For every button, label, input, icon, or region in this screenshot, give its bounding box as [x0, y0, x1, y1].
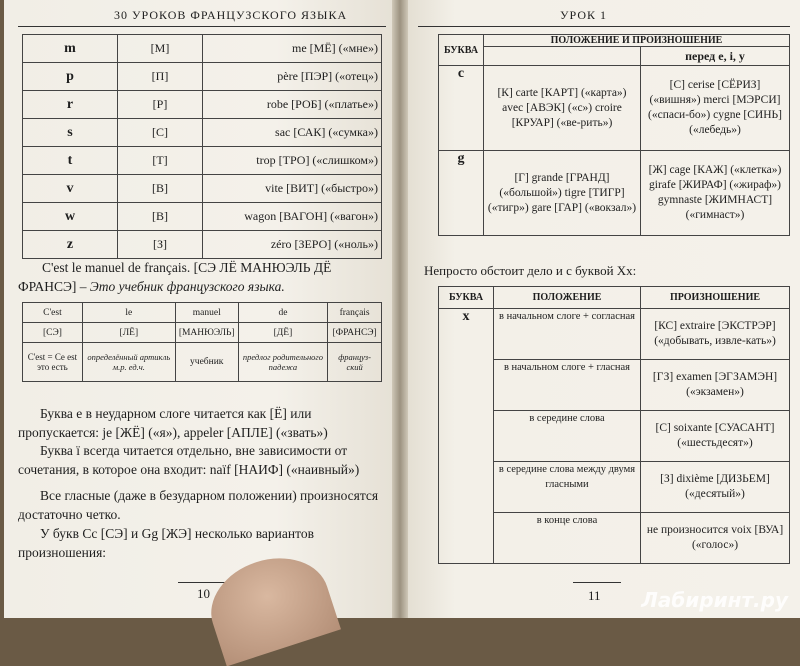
cell-example: père [ПЭР] («отец»)	[203, 63, 382, 91]
footer-rule-right	[573, 582, 621, 583]
sentence-french: C'est le manuel de français. [СЭ ЛЁ МАНЮЭЛЬ ДЁ ФРАНСЭ] –	[18, 260, 332, 294]
cell-words: français	[328, 303, 382, 323]
cell-trans: [ДЁ]	[238, 323, 328, 343]
cell-position: в середине слова между двумя гласными	[494, 462, 641, 513]
header-rule-right	[418, 26, 790, 27]
watermark: Лабиринт.ру	[641, 588, 788, 612]
cell-gloss: определённый артикль м.р. ед.ч.	[82, 343, 175, 382]
paragraph-e-unstressed: Буква e в неударном слоге читается как [Ё] или пропускается: je [ЖЁ] («я»), appeler [АПЛЕ] («звать»)	[18, 406, 328, 440]
cell-position: в начальном слоге + гласная	[494, 360, 641, 411]
table-row	[23, 35, 382, 63]
example-sentence	[18, 258, 383, 296]
book-gutter	[392, 0, 408, 618]
table-row	[23, 63, 382, 91]
cell-before-eiy: [С] cerise [СЁРИЗ] («вишня») merci [МЭРСИ] («спаси-бо») cygne [СИНЬ] («лебедь»)	[641, 66, 790, 151]
cell-trans: [В]	[118, 175, 203, 203]
table-row	[23, 91, 382, 119]
cell-trans: [М]	[118, 35, 203, 63]
cell-pronunciation: [З] dixième [ДИЗЬЕМ] («десятый»)	[641, 462, 790, 513]
cell-example: robe [РОБ] («платье»)	[203, 91, 382, 119]
table-row	[23, 303, 382, 323]
cell-words: de	[238, 303, 328, 323]
cell-before-eiy: [Ж] cage [КАЖ] («клетка») girafe [ЖИРАФ] («жираф») gymnaste [ЖИМНАСТ] («гимнаст»)	[641, 151, 790, 236]
cell-example: trop [ТРО] («слишком»)	[203, 147, 382, 175]
cell-position: в середине слова	[494, 411, 641, 462]
cell-pronunciation: [ГЗ] examen [ЭГЗАМЭН] («экзамен»)	[641, 360, 790, 411]
left-page	[4, 0, 392, 618]
cell-trans: [ФРАНСЭ]	[328, 323, 382, 343]
cell-trans: [МАНЮЭЛЬ]	[175, 323, 238, 343]
cell-letter: r	[23, 91, 118, 119]
cell-gloss: предлог родительного падежа	[238, 343, 328, 382]
cell-trans: [СЭ]	[23, 323, 83, 343]
cell-words: C'est	[23, 303, 83, 323]
table-row	[23, 231, 382, 259]
right-running-header: УРОК 1	[560, 8, 607, 22]
cell-trans: [Т]	[118, 147, 203, 175]
table-row	[23, 343, 382, 382]
page-number-left: 10	[197, 586, 210, 601]
header-rule	[18, 26, 386, 27]
cell-letter: v	[23, 175, 118, 203]
x-pronunciation-table	[438, 286, 790, 564]
cell-letter: c	[439, 66, 484, 151]
cell-trans: [П]	[118, 63, 203, 91]
cell-words: manuel	[175, 303, 238, 323]
col-other	[484, 47, 641, 66]
cell-other: [Г] grande [ГРАНД] («большой») tigre [ТИГР] («тигр») gare [ГАР] («вокзал»)	[484, 151, 641, 236]
cell-pronunciation: не произносится voix [ВУА] («голос»)	[641, 513, 790, 564]
cell-letter: p	[23, 63, 118, 91]
table-row	[439, 309, 790, 360]
cell-trans: [ЛЁ]	[82, 323, 175, 343]
col-pronunciation-x: ПРОИЗНОШЕНИЕ	[641, 287, 790, 309]
cell-letter-x: x	[439, 309, 494, 564]
right-page	[408, 0, 800, 618]
c-g-pronunciation-table	[438, 34, 790, 236]
col-before-eiy: перед e, i, y	[641, 47, 790, 66]
cell-trans: [З]	[118, 231, 203, 259]
table-row	[23, 323, 382, 343]
cell-letter: z	[23, 231, 118, 259]
cell-example: vite [ВИТ] («быстро»)	[203, 175, 382, 203]
cell-trans: [В]	[118, 203, 203, 231]
cell-pronunciation: [КС] extraire [ЭКСТРЭР] («добывать, извле-кать»)	[641, 309, 790, 360]
cell-position: в начальном слоге + согласная	[494, 309, 641, 360]
table-row	[23, 147, 382, 175]
table-row	[23, 119, 382, 147]
table-row	[23, 175, 382, 203]
page-number-right: 11	[588, 588, 601, 603]
cell-gloss: C'est = Ce est это есть	[23, 343, 83, 382]
cell-letter: g	[439, 151, 484, 236]
cell-letter: s	[23, 119, 118, 147]
paragraph-vowels: Все гласные (даже в безударном положении) произносятся достаточно четко.	[18, 488, 379, 522]
cell-example: wagon [ВАГОН] («вагон»)	[203, 203, 382, 231]
table-row	[23, 203, 382, 231]
cell-example: sac [САК] («сумка»)	[203, 119, 382, 147]
cell-words: le	[82, 303, 175, 323]
cell-example: zéro [ЗЕРО] («ноль»)	[203, 231, 382, 259]
sentence-russian: Это учебник французского языка.	[89, 279, 285, 294]
cell-letter: w	[23, 203, 118, 231]
consonants-table	[22, 34, 382, 259]
col-position-x: ПОЛОЖЕНИЕ	[494, 287, 641, 309]
cell-gloss: учебник	[175, 343, 238, 382]
cell-example: me [МЁ] («мне»)	[203, 35, 382, 63]
left-running-header: 30 УРОКОВ ФРАНЦУЗСКОГО ЯЗЫКА	[114, 8, 348, 22]
footer-rule	[178, 582, 226, 583]
cell-gloss: француз-ский	[328, 343, 382, 382]
cell-pronunciation: [С] soixante [СУАСАНТ] («шестьдесят»)	[641, 411, 790, 462]
cell-letter: t	[23, 147, 118, 175]
col-position: ПОЛОЖЕНИЕ И ПРОИЗНОШЕНИЕ	[484, 35, 790, 47]
col-letter-x: БУКВА	[439, 287, 494, 309]
cell-other: [К] carte [КАРТ] («карта») avec [АВЭК] («с») croire [КРУАР] («ве-рить»)	[484, 66, 641, 151]
cell-letter: m	[23, 35, 118, 63]
cell-trans: [С]	[118, 119, 203, 147]
cell-position: в конце слова	[494, 513, 641, 564]
x-intro: Непросто обстоит дело и с буквой Xx:	[424, 263, 637, 278]
cell-trans: [Р]	[118, 91, 203, 119]
table-row	[439, 151, 790, 236]
paragraph-c-g: У букв Cc [СЭ] и Gg [ЖЭ] несколько вариантов произношения:	[18, 526, 314, 560]
word-breakdown-table	[22, 302, 382, 382]
table-row	[439, 66, 790, 151]
col-letter: БУКВА	[439, 35, 484, 66]
paragraph-i-trema: Буква ï всегда читается отдельно, вне зависимости от сочетания, в которое она входит: naïf [НАИФ] («наивный»)	[18, 443, 360, 477]
